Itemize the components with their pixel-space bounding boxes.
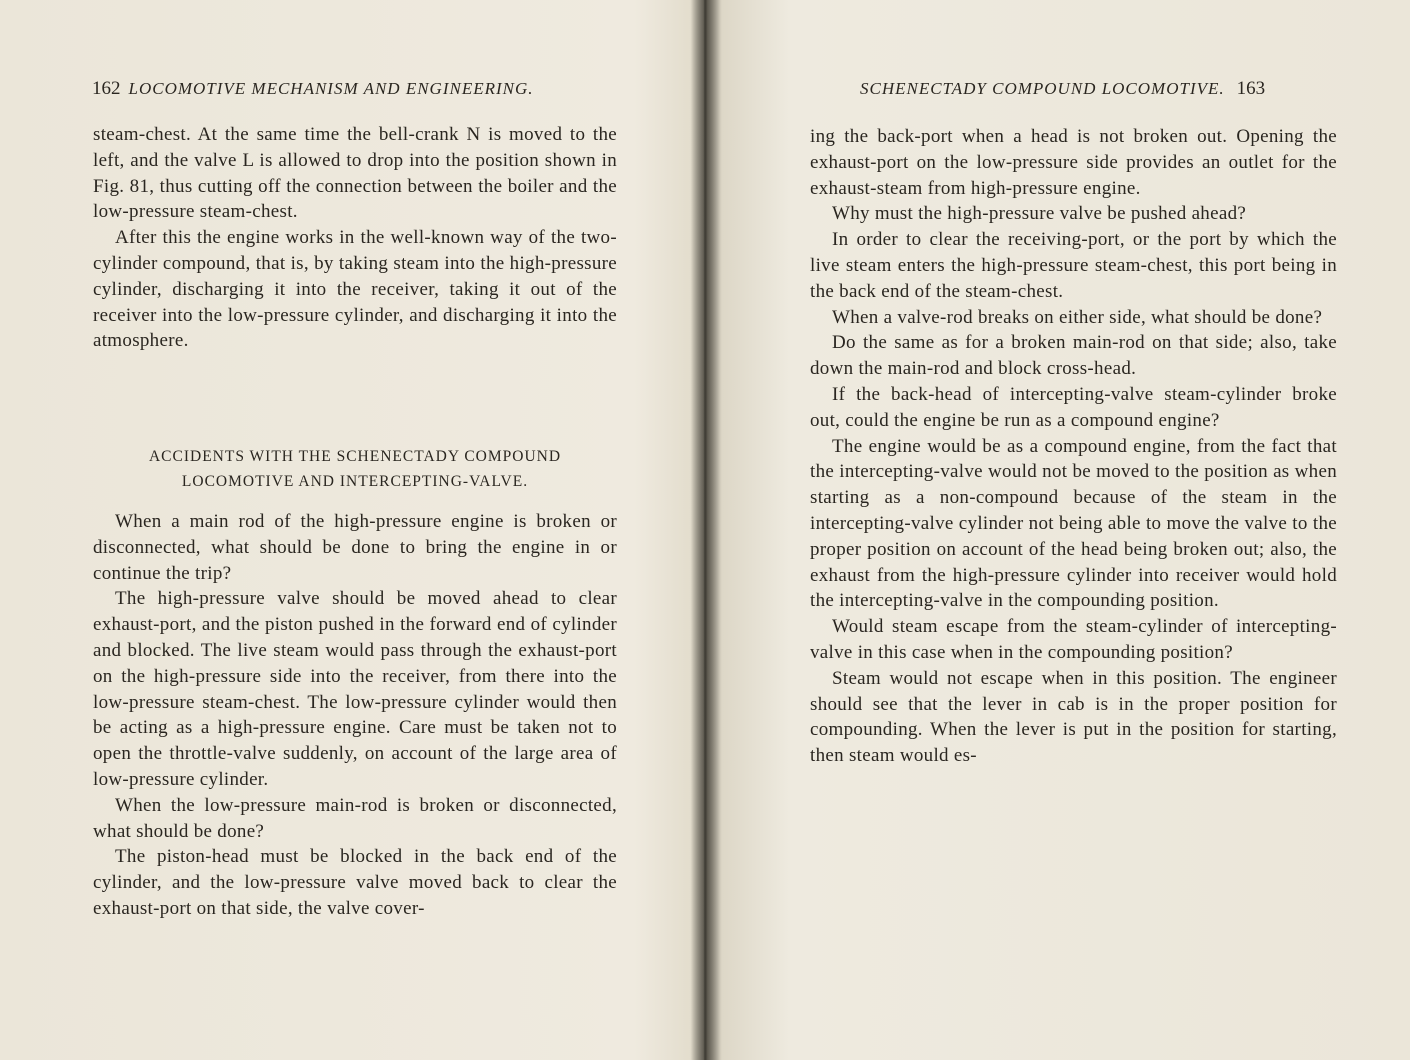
left-running-head (92, 78, 617, 106)
paragraph: The high-pressure valve should be moved ahead to clear exhaust-port, and the piston pushed in the forward end of cylinder and blocked. The live steam would pass through the exhaust-port on the high-pressure side into the receiver, from there into the low-pressure steam-chest. The low-pressure cylinder would then be acting as a high-pressure engine. Care must be taken not to open the throttle-valve suddenly, on account of the large area of low-pressure cylinder. (93, 588, 617, 790)
paragraph: If the back-head of intercepting-valve steam-cylinder broke out, could the engine be run as a compound engine? (810, 383, 1337, 431)
paragraph: When a valve-rod breaks on either side, what should be done? (832, 306, 1323, 328)
right-text (810, 124, 1337, 769)
left-top-text (93, 122, 617, 354)
right-running-head (860, 78, 1330, 106)
paragraph: When the low-pressure main-rod is broken or disconnected, what should be done? (93, 794, 617, 842)
left-running-title: LOCOMOTIVE MECHANISM AND ENGINEERING. (128, 79, 534, 98)
paragraph: The piston-head must be blocked in the back end of the cylinder, and the low-pressure valve moved back to clear the exhaust-port on that side, the valve cover- (93, 846, 617, 919)
paragraph: After this the engine works in the well-known way of the two-cylinder compound, that is, by taking steam into the high-pressure cylinder, discharging it into the receiver, taking it out of the receiver into the low-pressure cylinder, and discharging it into the atmosphere. (93, 227, 617, 352)
paragraph: Would steam escape from the steam-cylinder of intercepting-valve in this case when in the compounding position? (810, 616, 1337, 663)
paragraph: In order to clear the receiving-port, or the port by which the live steam enters the high-pressure steam-chest, this port being in the back end of the steam-chest. (810, 229, 1337, 302)
paragraph: ing the back-port when a head is not broken out. Opening the exhaust-port on the low-pressure side provides an outlet for the exhaust-steam from high-pressure engine. (810, 126, 1337, 199)
paragraph: When a main rod of the high-pressure engine is broken or disconnected, what should be done to bring the engine in or continue the trip? (93, 511, 617, 584)
left-bottom-text (93, 509, 617, 922)
section-heading (93, 444, 617, 494)
paragraph: Why must the high-pressure valve be pushed ahead? (832, 203, 1247, 225)
paragraph: Steam would not escape when in this position. The engineer should see that the lever in cab is in the proper position for compounding. When the lever is put in the position for starting, then steam would es- (810, 667, 1337, 767)
section-heading-line: LOCOMOTIVE AND INTERCEPTING-VALVE. (181, 473, 529, 490)
paragraph: The engine would be as a compound engine, from the fact that the intercepting-valve would not be moved to the position as when starting as a non-compound because of the steam in the intercepting-valve cylinder not being able to move the valve to the proper position on account of the head being broken out; also, the exhaust from the high-pressure cylinder into receiver would hold the intercepting-valve in the compounding position. (810, 435, 1337, 612)
right-page-number: 163 (1236, 78, 1266, 99)
right-page (705, 0, 1410, 1060)
paragraph: steam-chest. At the same time the bell-crank N is moved to the left, and the valve L is allowed to drop into the position shown in Fig. 81, thus cutting off the connection between the boiler and the low-pressure steam-chest. (93, 124, 617, 223)
section-heading-line: ACCIDENTS WITH THE SCHENECTADY COMPOUND (148, 448, 562, 465)
right-running-title: SCHENECTADY COMPOUND LOCOMOTIVE. (860, 79, 1225, 98)
left-page-number: 162 (92, 78, 121, 99)
paragraph: Do the same as for a broken main-rod on that side; also, take down the main-rod and block cross-head. (810, 332, 1337, 380)
